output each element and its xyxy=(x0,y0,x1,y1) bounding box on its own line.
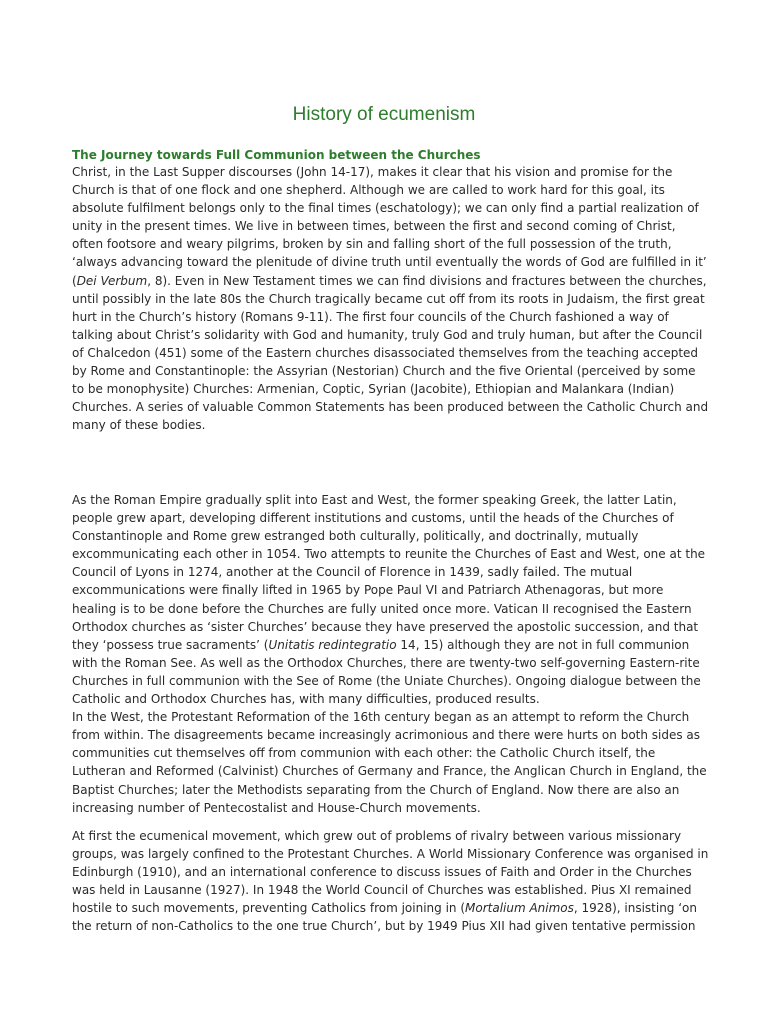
text-segment: Churches. A series of valuable Common Statements has been produced between the Catholic Church and xyxy=(72,400,709,415)
text-segment: hurt in the Church’s history (Romans 9-11). The first four councils of the Church fashioned a way of xyxy=(72,309,669,324)
text-segment: often footsore and weary pilgrims, broken by sin and falling short of the full possession of the truth, xyxy=(72,237,672,252)
text-segment: Catholic and Orthodox Churches has, with many difficulties, produced results. xyxy=(72,692,540,707)
paragraph xyxy=(72,827,709,936)
text-segment: with the Roman See. As well as the Orthodox Churches, there are twenty-two self-governing Eastern-rite xyxy=(72,655,700,670)
text-segment: until possibly in the late 80s the Church tragically became cut off from its roots in Judaism, the first great xyxy=(72,291,705,306)
italic-citation: Dei Verbum xyxy=(76,273,148,288)
text-segment: absolute fulfilment belongs only to the final times (eschatology); we can only find a partial realization of xyxy=(72,201,699,216)
text-line xyxy=(72,881,698,899)
text-line xyxy=(72,672,701,690)
text-line xyxy=(72,380,698,398)
italic-citation: Mortalium Animos xyxy=(465,901,574,916)
text-segment: ‘always advancing toward the plenitude of divine truth until eventually the words of God are fulfilled in it’ xyxy=(72,255,707,270)
text-segment: Council of Lyons in 1274, another at the Council of Florence in 1439, sadly failed. The mutual xyxy=(72,565,633,580)
text-segment: increasing number of Pentecostalist and House-Church movements. xyxy=(72,800,481,815)
text-line xyxy=(72,416,698,434)
page-title: History of ecumenism xyxy=(292,104,476,125)
text-segment: excommunications were finally lifted in 1965 by Pope Paul VI and Patriarch Athenagoras, but more xyxy=(72,583,664,598)
text-line xyxy=(72,326,703,344)
text-segment: Churches in full communion with the See of Rome (the Uniate Churches). Ongoing dialogue between the xyxy=(72,673,701,688)
text-line xyxy=(72,217,698,235)
text-line xyxy=(72,491,698,509)
text-segment: , 1928), insisting ‘on xyxy=(573,901,697,916)
text-line xyxy=(72,899,698,917)
text-segment: of Chalcedon (451) some of the Eastern churches disassociated themselves from the teaching accepted xyxy=(72,345,699,360)
text-segment: communities cut themselves off from communion with each other: the Catholic Church itself, the xyxy=(72,746,656,761)
text-line xyxy=(72,827,698,845)
paragraph xyxy=(72,491,707,817)
text-line xyxy=(72,199,698,217)
text-segment: Lutheran and Reformed (Calvinist) Churches of Germany and France, the Anglican Church in England, the xyxy=(72,764,707,779)
text-line xyxy=(72,527,698,545)
italic-citation: Unitatis redintegratio xyxy=(268,637,397,652)
text-segment: unity in the present times. We live in between times, between the first and second coming of Christ, xyxy=(72,219,676,234)
text-segment: At first the ecumenical movement, which grew out of problems of rivalry between various missionary xyxy=(72,829,682,843)
text-segment: Church is that of one flock and one shepherd. Although we are called to work hard for this goal, its xyxy=(72,183,665,198)
text-segment: Baptist Churches; later the Methodists separating from the Church of England. Now there are also an xyxy=(72,782,680,797)
text-segment: from within. The disagreements became increasingly acrimonious and there were hurts on both sides as xyxy=(72,728,701,743)
text-line xyxy=(72,781,698,799)
text-segment: Edinburgh (1910), and an international conference to discuss issues of Faith and Order in the Churches xyxy=(72,865,692,880)
text-line xyxy=(72,235,698,253)
text-segment: groups, was largely confined to the Protestant Churches. A World Missionary Conference was organised in xyxy=(72,847,709,862)
text-line xyxy=(72,744,698,762)
text-segment: Constantinople and Rome grew estranged both culturally, politically, and doctrinally, mutually xyxy=(72,529,639,544)
text-line xyxy=(72,163,698,181)
text-line xyxy=(72,308,698,326)
section-heading: The Journey towards Full Communion between the Churches xyxy=(72,148,481,162)
text-line xyxy=(72,600,698,618)
text-line xyxy=(72,344,698,362)
text-segment: Orthodox churches as ‘sister Churches’ because they have preserved the apostolic succession, and that xyxy=(72,619,699,634)
text-segment: to be monophysite) Churches: Armenian, Coptic, Syrian (Jacobite), Ethiopian and Malankara (Indian) xyxy=(72,382,675,397)
text-segment: Christ, in the Last Supper discourses (John 14-17), makes it clear that his vision and promise for the xyxy=(72,165,673,179)
text-segment: healing is to be done before the Churches are fully united once more. Vatican II recognised the Eastern xyxy=(72,601,692,616)
text-line xyxy=(72,654,698,672)
text-segment: 14, 15) although they are not in full communion xyxy=(396,637,690,652)
text-line xyxy=(72,545,706,563)
text-line xyxy=(72,917,698,935)
text-segment: As the Roman Empire gradually split into East and West, the former speaking Greek, the latter Latin, xyxy=(72,493,677,507)
text-line xyxy=(72,799,698,817)
text-line xyxy=(72,708,698,726)
text-segment: , 8). Even in New Testament times we can find divisions and fractures between the churches, xyxy=(147,273,707,288)
text-segment: hostile to such movements, preventing Catholics from joining in ( xyxy=(72,901,465,916)
text-segment: the return of non-Catholics to the one true Church’, but by 1949 Pius XII had given tentative permission xyxy=(72,919,696,934)
text-segment: In the West, the Protestant Reformation of the 16th century began as an attempt to reform the Church xyxy=(72,710,690,725)
paragraph xyxy=(72,163,709,434)
text-line xyxy=(72,290,705,308)
text-line xyxy=(72,863,698,881)
text-line xyxy=(72,581,698,599)
text-line xyxy=(72,509,698,527)
text-line xyxy=(72,690,698,708)
text-line xyxy=(72,272,707,290)
text-line xyxy=(72,845,709,863)
text-line xyxy=(72,362,698,380)
text-line xyxy=(72,398,709,416)
text-segment: by Rome and Constantinople: the Assyrian (Nestorian) Church and the five Oriental (perceived by some xyxy=(72,364,696,379)
text-line xyxy=(72,762,707,780)
text-line xyxy=(72,563,698,581)
text-segment: people grew apart, developing different institutions and customs, until the heads of the Churches of xyxy=(72,511,674,526)
text-line xyxy=(72,618,698,636)
text-segment: excommunicating each other in 1054. Two attempts to reunite the Churches of East and West, one at the xyxy=(72,547,706,562)
text-line xyxy=(72,726,701,744)
text-segment: they ‘possess true sacraments’ ( xyxy=(72,637,269,652)
text-line xyxy=(72,636,698,654)
text-segment: was held in Lausanne (1927). In 1948 the World Council of Churches was established. Pius XI remained xyxy=(72,883,692,898)
text-segment: talking about Christ’s solidarity with God and humanity, truly God and truly human, but after the Council xyxy=(72,327,703,342)
text-line xyxy=(72,181,698,199)
text-line xyxy=(72,253,707,271)
text-segment: ( xyxy=(72,273,77,288)
text-segment: many of these bodies. xyxy=(72,418,206,433)
